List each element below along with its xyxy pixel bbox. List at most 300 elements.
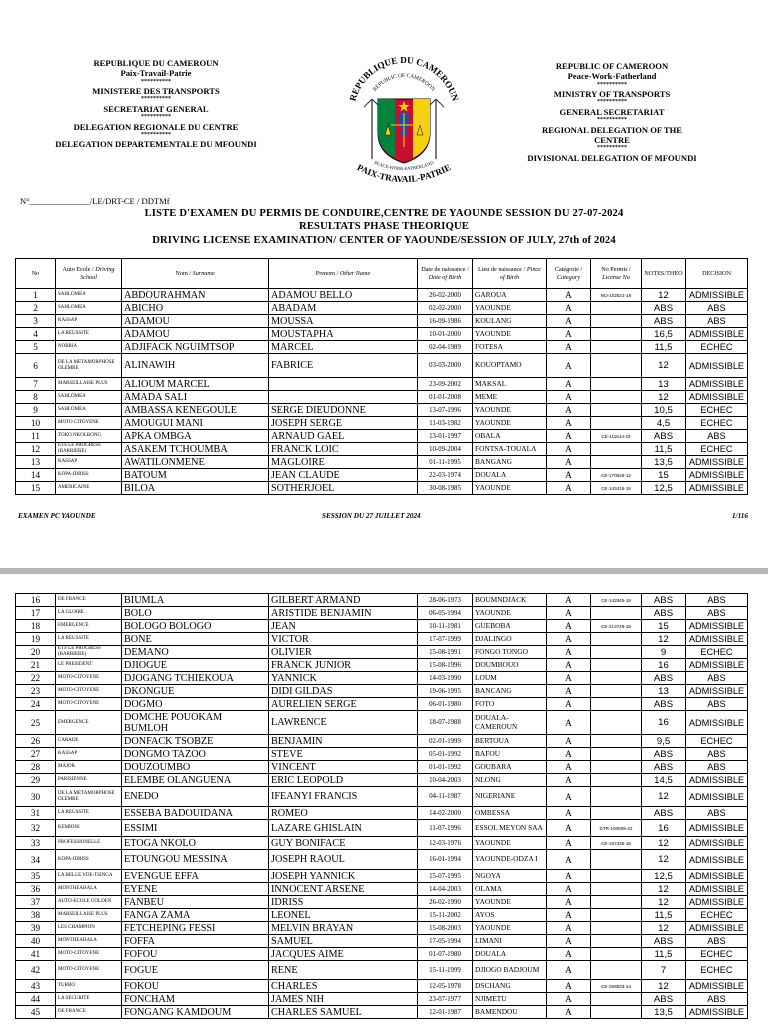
- separator-stars: **********: [597, 99, 627, 106]
- birth-date: 02-02-2000: [418, 302, 473, 315]
- license-number: [591, 883, 642, 896]
- license-number: [591, 378, 642, 391]
- col-header-birth-place: Lieu de naissance / Pince of Birth: [473, 259, 547, 289]
- surname: ABDOURAHMAN: [122, 289, 269, 302]
- driving-school: KASSAP: [56, 315, 122, 328]
- decision: ADMISSIBLE: [686, 896, 748, 909]
- driving-school: LA REUSSITE: [56, 633, 122, 646]
- license-number: [591, 787, 642, 807]
- license-number: CE-142845-18: [591, 594, 642, 607]
- table-row: [16, 883, 748, 896]
- category: A: [547, 354, 591, 378]
- surname: ETOUNGOU MESSINA: [122, 850, 269, 870]
- birth-place: MAKSAL: [473, 378, 547, 391]
- decision: ADMISSIBLE: [686, 685, 748, 698]
- row-number: 34: [16, 850, 56, 870]
- driving-school: AUTO-ECOLE GOLDEN: [56, 896, 122, 909]
- col-header-no: No: [16, 259, 56, 289]
- other-name: JEAN CLAUDE: [269, 469, 418, 482]
- surname: BONE: [122, 633, 269, 646]
- license-number: [591, 659, 642, 672]
- other-name: VINCENT: [269, 761, 418, 774]
- other-name: ERIC LEOPOLD: [269, 774, 418, 787]
- driving-school: MONTHEAHALA: [56, 883, 122, 896]
- emblem-arc-inner-top: REPUBLIC OF CAMEROON: [372, 72, 436, 93]
- theory-score: 15: [642, 469, 686, 482]
- decision: ADMISSIBLE: [686, 850, 748, 870]
- license-number: CE-157435-16: [591, 837, 642, 850]
- category: A: [547, 922, 591, 935]
- theory-score: 13: [642, 685, 686, 698]
- driving-school: LA BELLE YDE-TSINGA: [56, 870, 122, 883]
- row-number: 15: [16, 482, 56, 495]
- surname: BIUMLA: [122, 594, 269, 607]
- birth-date: 06-01-1980: [418, 698, 473, 711]
- license-number: [591, 896, 642, 909]
- birth-place: BAMENDOU: [473, 1006, 547, 1019]
- birth-date: 19-06-1995: [418, 685, 473, 698]
- row-number: 30: [16, 787, 56, 807]
- driving-school: MOTO-CITOYENE: [56, 685, 122, 698]
- emblem-arc-bottom: PAIX-TRAVAIL-PATRIE: [355, 162, 453, 185]
- birth-date: 15-08-1991: [418, 646, 473, 659]
- row-number: 3: [16, 315, 56, 328]
- surname: FONCHAM: [122, 993, 269, 1006]
- other-name: GUY BONIFACE: [269, 837, 418, 850]
- driving-school: LA REUSSITE: [56, 807, 122, 820]
- driving-school: LA REUSSITE: [56, 328, 122, 341]
- separator-stars: **********: [141, 131, 171, 138]
- surname: DJOGANG TCHIEKOUA: [122, 672, 269, 685]
- table-row: [16, 482, 748, 495]
- birth-place: KOUOPTAMO: [473, 354, 547, 378]
- row-number: 8: [16, 391, 56, 404]
- table-row: [16, 850, 748, 870]
- driving-school: EMERGENCE: [56, 620, 122, 633]
- license-number: [591, 672, 642, 685]
- table-row: [16, 469, 748, 482]
- birth-date: 11-07-1996: [418, 820, 473, 837]
- row-number: 43: [16, 980, 56, 993]
- birth-date: 01-01-2008: [418, 391, 473, 404]
- country-name-fr: REPUBLIQUE DU CAMEROUN: [93, 58, 219, 68]
- theory-score: 12: [642, 391, 686, 404]
- separator-stars: **********: [141, 114, 171, 121]
- row-number: 20: [16, 646, 56, 659]
- birth-place: YAOUNDE: [473, 837, 547, 850]
- decision: ABS: [686, 315, 748, 328]
- license-number: [591, 417, 642, 430]
- other-name: GILBERT ARMAND: [269, 594, 418, 607]
- birth-date: 14-03-1990: [418, 672, 473, 685]
- table-row: [16, 607, 748, 620]
- surname: FOFOU: [122, 948, 269, 961]
- license-number: [591, 354, 642, 378]
- surname: FANGA ZAMA: [122, 909, 269, 922]
- category: A: [547, 837, 591, 850]
- birth-date: 06-05-1994: [418, 607, 473, 620]
- theory-score: 13: [642, 378, 686, 391]
- category: A: [547, 482, 591, 495]
- surname: FOKOU: [122, 980, 269, 993]
- row-number: 27: [16, 748, 56, 761]
- row-number: 21: [16, 659, 56, 672]
- theory-score: ABS: [642, 993, 686, 1006]
- birth-date: 15-11-2002: [418, 909, 473, 922]
- table-row: [16, 620, 748, 633]
- license-number: [591, 698, 642, 711]
- decision: ADMISSIBLE: [686, 456, 748, 469]
- table-row: [16, 430, 748, 443]
- driving-school: MOTO CITOYENE: [56, 417, 122, 430]
- license-number: [591, 711, 642, 735]
- table-row: [16, 735, 748, 748]
- license-number: [591, 993, 642, 1006]
- category: A: [547, 659, 591, 672]
- birth-place: YAOUNDE: [473, 896, 547, 909]
- driving-school: MOTO-CITOYENE: [56, 948, 122, 961]
- birth-date: 01-11-1995: [418, 456, 473, 469]
- other-name: LAZARE GHISLAIN: [269, 820, 418, 837]
- birth-place: GOUBARA: [473, 761, 547, 774]
- birth-place: LOUM: [473, 672, 547, 685]
- theory-score: 12: [642, 787, 686, 807]
- surname: FONGANG KAMDOUM: [122, 1006, 269, 1019]
- birth-date: 03-03-2000: [418, 354, 473, 378]
- surname: AMBASSA KENEGOULE: [122, 404, 269, 417]
- theory-score: ABS: [642, 748, 686, 761]
- birth-date: 12-03-1976: [418, 837, 473, 850]
- table-row: [16, 341, 748, 354]
- row-number: 41: [16, 948, 56, 961]
- license-number: [591, 909, 642, 922]
- birth-date: 16-01-1994: [418, 850, 473, 870]
- category: A: [547, 672, 591, 685]
- table-row: [16, 761, 748, 774]
- other-name: BENJAMIN: [269, 735, 418, 748]
- footer-left: EXAMEN PC YAOUNDE: [18, 512, 96, 520]
- other-name: VICTOR: [269, 633, 418, 646]
- birth-place: YAOUNDE: [473, 302, 547, 315]
- theory-score: 16: [642, 711, 686, 735]
- birth-date: 26-02-2000: [418, 289, 473, 302]
- decision: ECHEC: [686, 961, 748, 980]
- theory-score: 11,5: [642, 948, 686, 961]
- separator-stars: **********: [597, 117, 627, 124]
- surname: ESSIMI: [122, 820, 269, 837]
- theory-score: 12: [642, 354, 686, 378]
- row-number: 18: [16, 620, 56, 633]
- row-number: 19: [16, 633, 56, 646]
- theory-score: 11,5: [642, 341, 686, 354]
- other-name: [269, 378, 418, 391]
- other-name: MOUSTAPHA: [269, 328, 418, 341]
- birth-date: 28-06-1973: [418, 594, 473, 607]
- birth-date: 14-02-2000: [418, 807, 473, 820]
- birth-place: OLAMA: [473, 883, 547, 896]
- birth-date: 17-07-1999: [418, 633, 473, 646]
- row-number: 5: [16, 341, 56, 354]
- license-number: [591, 935, 642, 948]
- table-row: [16, 948, 748, 961]
- birth-date: 13-01-1997: [418, 430, 473, 443]
- birth-place: FONTSA-TOUALA: [473, 443, 547, 456]
- decision: ECHEC: [686, 909, 748, 922]
- birth-date: 12-01-1987: [418, 1006, 473, 1019]
- surname: BOLOGO BOLOGO: [122, 620, 269, 633]
- birth-place: BAFOU: [473, 748, 547, 761]
- driving-school: MONTHEAHALA: [56, 935, 122, 948]
- surname: DOUZOUMBO: [122, 761, 269, 774]
- regional-delegation-en-2: CENTRE: [594, 134, 630, 145]
- category: A: [547, 607, 591, 620]
- driving-school: SAHLOMEA: [56, 404, 122, 417]
- driving-school: DE LA METAMORPHOSE OLEMBE: [56, 787, 122, 807]
- license-number: DTR-100609-22: [591, 820, 642, 837]
- category: A: [547, 378, 591, 391]
- table-row: [16, 774, 748, 787]
- decision: ADMISSIBLE: [686, 837, 748, 850]
- theory-score: 11,5: [642, 443, 686, 456]
- decision: ADMISSIBLE: [686, 354, 748, 378]
- theory-score: 13,5: [642, 1006, 686, 1019]
- decision: ADMISSIBLE: [686, 659, 748, 672]
- driving-school: DE FRANCE: [56, 1006, 122, 1019]
- license-number: [591, 735, 642, 748]
- regional-delegation-fr: DELEGATION REGIONALE DU CENTRE: [73, 121, 239, 132]
- other-name: STEVE: [269, 748, 418, 761]
- table-row: [16, 302, 748, 315]
- birth-date: 10-04-2003: [418, 774, 473, 787]
- other-name: ARISTIDE BENJAMIN: [269, 607, 418, 620]
- category: A: [547, 948, 591, 961]
- theory-score: 12: [642, 837, 686, 850]
- regional-delegation-en: REGIONAL DELEGATION OF THE: [542, 124, 682, 135]
- license-number: [591, 443, 642, 456]
- table-row: [16, 748, 748, 761]
- decision: ADMISSIBLE: [686, 469, 748, 482]
- birth-place: FOTO: [473, 698, 547, 711]
- theory-score: 16,5: [642, 328, 686, 341]
- row-number: 42: [16, 961, 56, 980]
- birth-place: AYOS: [473, 909, 547, 922]
- decision: ECHEC: [686, 341, 748, 354]
- driving-school: ETS LE PROGRESS (BARRIERE): [56, 646, 122, 659]
- birth-place: ESSOL MEYON SAA: [473, 820, 547, 837]
- row-number: 28: [16, 761, 56, 774]
- surname: DONGMO TAZOO: [122, 748, 269, 761]
- theory-score: 12: [642, 883, 686, 896]
- birth-place: DJALINGO: [473, 633, 547, 646]
- birth-date: 15-08-1996: [418, 659, 473, 672]
- row-number: 10: [16, 417, 56, 430]
- surname: DJIOGUE: [122, 659, 269, 672]
- separator-stars: **********: [141, 96, 171, 103]
- birth-place: KOULANG: [473, 315, 547, 328]
- category: A: [547, 289, 591, 302]
- decision: ADMISSIBLE: [686, 620, 748, 633]
- category: A: [547, 748, 591, 761]
- theory-score: 12: [642, 850, 686, 870]
- col-header-decision: DECISION: [686, 259, 748, 289]
- surname: FANBEU: [122, 896, 269, 909]
- motto-fr: Paix-Travail-Patrie: [120, 68, 192, 79]
- decision: ECHEC: [686, 404, 748, 417]
- table-row: [16, 961, 748, 980]
- table-row: [16, 646, 748, 659]
- category: A: [547, 961, 591, 980]
- theory-score: ABS: [642, 607, 686, 620]
- driving-school: TURBO: [56, 980, 122, 993]
- driving-school: DE LA METAMORPHOSE OLEMBE: [56, 354, 122, 378]
- theory-score: 12: [642, 896, 686, 909]
- driving-school: MOTO-CITOYENE: [56, 961, 122, 980]
- birth-place: NLONG: [473, 774, 547, 787]
- table-row: [16, 922, 748, 935]
- decision: ADMISSIBLE: [686, 774, 748, 787]
- other-name: FRANCK JUNIOR: [269, 659, 418, 672]
- row-number: 1: [16, 289, 56, 302]
- surname: ASAKEM TCHOUMBA: [122, 443, 269, 456]
- theory-score: ABS: [642, 315, 686, 328]
- surname: EVENGUE EFFA: [122, 870, 269, 883]
- birth-date: 18-07-1988: [418, 711, 473, 735]
- birth-place: GAROUA: [473, 289, 547, 302]
- separator-stars: **********: [597, 81, 627, 88]
- row-number: 14: [16, 469, 56, 482]
- license-number: [591, 456, 642, 469]
- driving-school: MAJOR: [56, 761, 122, 774]
- driving-school: EMERGENCE: [56, 711, 122, 735]
- birth-date: 16-09-1986: [418, 315, 473, 328]
- table-body-page-2: [16, 594, 748, 1019]
- surname: FOFFA: [122, 935, 269, 948]
- driving-school: TOKO NKOLBONG: [56, 430, 122, 443]
- birth-place: DOUALA-CAMEROUN: [473, 711, 547, 735]
- birth-place: DSCHANG: [473, 980, 547, 993]
- other-name: CHARLES SAMUEL: [269, 1006, 418, 1019]
- surname: DOMCHE POUOKAM BUMLOH: [122, 711, 269, 735]
- driving-school: MARSEILLAISE PLUS: [56, 909, 122, 922]
- emblem-arc-top: REPUBLIQUE DU CAMEROUN: [347, 55, 461, 103]
- row-number: 11: [16, 430, 56, 443]
- surname: ESSEBA BADOUIDANA: [122, 807, 269, 820]
- other-name: JAMES NIH: [269, 993, 418, 1006]
- table-row: [16, 378, 748, 391]
- driving-school: CARADE: [56, 735, 122, 748]
- driving-school: PARISIENNE: [56, 774, 122, 787]
- license-number: [591, 607, 642, 620]
- driving-school: KASSAP: [56, 748, 122, 761]
- table-row: [16, 698, 748, 711]
- table-row: [16, 315, 748, 328]
- theory-score: ABS: [642, 594, 686, 607]
- table-row: [16, 391, 748, 404]
- col-header-notes: NOTES/THEO: [642, 259, 686, 289]
- row-number: 23: [16, 685, 56, 698]
- other-name: JOSEPH YANNICK: [269, 870, 418, 883]
- decision: ADMISSIBLE: [686, 391, 748, 404]
- birth-place: YAOUNDE: [473, 607, 547, 620]
- license-number: CE-111514-23: [591, 430, 642, 443]
- driving-school: LA SECURITE: [56, 993, 122, 1006]
- theory-score: 16: [642, 659, 686, 672]
- category: A: [547, 315, 591, 328]
- decision: ABS: [686, 430, 748, 443]
- surname: APKA OMBGA: [122, 430, 269, 443]
- birth-place: YAOUNDE: [473, 417, 547, 430]
- birth-place: DOUALA: [473, 948, 547, 961]
- decision: ADMISSIBLE: [686, 633, 748, 646]
- surname: AWATILONMENE: [122, 456, 269, 469]
- country-name-en: REPUBLIC OF CAMEROON: [555, 61, 669, 71]
- theory-score: 9: [642, 646, 686, 659]
- decision: ADMISSIBLE: [686, 378, 748, 391]
- license-number: [591, 761, 642, 774]
- table-row: [16, 443, 748, 456]
- separator-stars: **********: [597, 145, 627, 152]
- surname: EYENE: [122, 883, 269, 896]
- title-results: RESULTATS PHASE THEORIQUE: [299, 221, 469, 233]
- table-row: [16, 289, 748, 302]
- birth-date: 15-11-1999: [418, 961, 473, 980]
- theory-score: ABS: [642, 807, 686, 820]
- decision: ECHEC: [686, 443, 748, 456]
- surname: AMOUGUI MANI: [122, 417, 269, 430]
- table-row: [16, 1006, 748, 1019]
- category: A: [547, 456, 591, 469]
- category: A: [547, 417, 591, 430]
- birth-date: 14-04-2003: [418, 883, 473, 896]
- category: A: [547, 735, 591, 748]
- row-number: 4: [16, 328, 56, 341]
- results-table-page-1: [15, 258, 748, 495]
- birth-place: YAOUNDE: [473, 404, 547, 417]
- theory-score: 14,5: [642, 774, 686, 787]
- license-number: [591, 1006, 642, 1019]
- birth-place: YAOUNDE: [473, 328, 547, 341]
- driving-school: DE FRANCE: [56, 594, 122, 607]
- birth-place: DOUMBOUO: [473, 659, 547, 672]
- other-name: CHARLES: [269, 980, 418, 993]
- table-row: [16, 870, 748, 883]
- other-name: SOTHERJOEL: [269, 482, 418, 495]
- category: A: [547, 980, 591, 993]
- theory-score: 12,5: [642, 482, 686, 495]
- other-name: INNOCENT ARSENE: [269, 883, 418, 896]
- header-right-english: [485, 61, 739, 163]
- driving-school: MOTO-CITOYENE: [56, 672, 122, 685]
- category: A: [547, 870, 591, 883]
- category: A: [547, 820, 591, 837]
- decision: ABS: [686, 993, 748, 1006]
- table-row: [16, 820, 748, 837]
- other-name: FABRICE: [269, 354, 418, 378]
- birth-place: GUEBOBA: [473, 620, 547, 633]
- decision: ABS: [686, 761, 748, 774]
- surname: BOLO: [122, 607, 269, 620]
- birth-date: 01-07-1980: [418, 948, 473, 961]
- surname: DKONGUE: [122, 685, 269, 698]
- table-row: [16, 807, 748, 820]
- driving-school: SAHLOMEA: [56, 302, 122, 315]
- surname: ETOGA NKOLO: [122, 837, 269, 850]
- title-english: DRIVING LICENSE EXAMINATION/ CENTER OF YAOUNDE/SESSION OF JULY, 27th of 2024: [152, 234, 616, 246]
- other-name: SAMUEL: [269, 935, 418, 948]
- birth-date: 15-07-1995: [418, 870, 473, 883]
- theory-score: 15: [642, 620, 686, 633]
- table-row: [16, 685, 748, 698]
